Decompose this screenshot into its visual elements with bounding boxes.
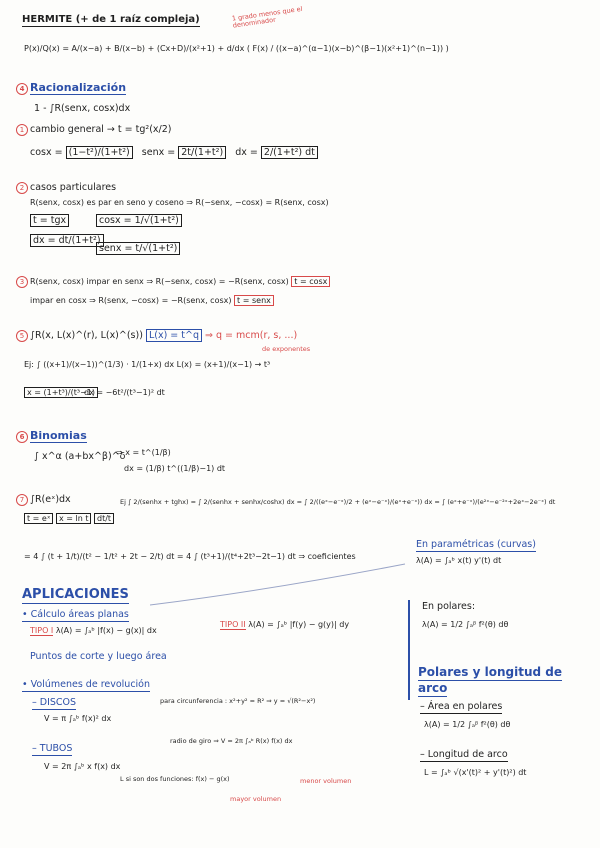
binomias-sub2: dx = (1/β) t^((1/β)−1) dt <box>124 464 226 473</box>
sen-label: senx = <box>141 147 176 158</box>
binomias-sub1: ⇒ x = t^(1/β) <box>116 448 171 457</box>
section-number-3: 3 <box>16 276 28 288</box>
longitud-arco-formula: L = ∫ₐᵇ √(x'(t)² + y'(t)²) dt <box>424 768 527 777</box>
binomias-heading <box>16 430 87 443</box>
volumenes-title-text: Volúmenes de revolución <box>30 679 151 690</box>
dx-label: dx = <box>235 147 258 158</box>
irracionales-dx: dx = −6t²/(t³−1)² dt <box>84 388 165 397</box>
dx-tgx-box: dx = dt/(1+t²) <box>30 234 104 247</box>
x-lnt-box: x = ln t <box>56 513 92 524</box>
racionalizacion-title: Racionalización <box>30 81 127 94</box>
longitud-arco-title: – Longitud de arco <box>420 749 508 760</box>
irracionales-line <box>16 330 297 342</box>
t-ex-box: t = eˣ <box>24 513 53 524</box>
exponentes-note: de exponentes <box>262 345 311 353</box>
cos-value-box: (1−t²)/(1+t²) <box>66 146 133 159</box>
puntos-corte: Puntos de corte y luego área <box>30 651 167 662</box>
casos-particulares-title: casos particulares <box>30 182 117 193</box>
cambio-general-title: cambio general → t = tg²(x/2) <box>30 124 172 135</box>
binomias-title: Binomias <box>30 429 87 442</box>
racionalizacion-heading <box>16 82 126 95</box>
discos-label: – DISCOS <box>32 697 77 708</box>
radio-giro-note: radio de giro ⇒ V = 2π ∫ₐᵇ R(x) f(x) dx <box>170 737 293 745</box>
hermite-note: 1 grado menos que el denominador <box>231 4 303 31</box>
dt-t-box: dt/t <box>94 513 114 524</box>
t-cosx-box: t = cosx <box>291 276 330 287</box>
en-polares-title: En polares: <box>422 601 476 612</box>
discos-label-text: DISCOS <box>39 697 77 708</box>
column-divider <box>408 600 410 700</box>
tubos-label-text: TUBOS <box>39 743 73 754</box>
impar-coseno-line <box>30 296 274 305</box>
hermite-formula: P(x)/Q(x) = A/(x−a) + B/(x−b) + (Cx+D)/(x²+1) + d/dx ( F(x) / ((x−a)^(α−1)(x−b)^(β−1)(x²+1)^(n−1)) ) <box>24 44 449 53</box>
par-sen-box <box>96 244 180 255</box>
exponencial-coeficientes: = 4 ∫ (t + 1/t)/(t² − 1/t² + 2t − 2/t) dt = 4 ∫ (t³+1)/(t⁴+2t³−2t−1) dt ⇒ coeficientes <box>24 552 356 561</box>
section-number-1: 1 <box>16 124 28 136</box>
parametricas-formula: λ(A) = ∫ₐᵇ x(t) y'(t) dt <box>416 556 502 565</box>
lx-tq-box: L(x) = t^q <box>146 329 202 342</box>
tipo2-formula: λ(A) = ∫ₐᵇ |f(y) − g(y)| dy <box>248 620 350 629</box>
cos-label: cosx = <box>30 147 63 158</box>
par-seno-coseno: R(senx, cosx) es par en seno y coseno ⇒ R(−senx, −cosx) = R(senx, cosx) <box>30 198 329 207</box>
exponencial-integral: ∫R(eˣ)dx <box>30 494 71 505</box>
parametricas-title: En paramétricas (curvas) <box>416 539 536 550</box>
en-polares-formula: λ(A) = 1/2 ∫ₐᵝ f²(θ) dθ <box>422 620 509 629</box>
par-dx-box <box>30 236 104 247</box>
tipo2-label: TIPO II <box>220 620 246 629</box>
tipo1-formula: λ(A) = ∫ₐᵇ |f(x) − g(x)| dx <box>55 626 157 635</box>
x-value-box: x = (1+t³)/(t³−1) <box>24 387 98 398</box>
section-number-6: 6 <box>16 431 28 443</box>
areas-title-text: Cálculo áreas planas <box>30 609 129 620</box>
t-tgx-box: t = tgx <box>30 214 69 227</box>
cos-tgx-box: cosx = 1/√(1+t²) <box>96 214 182 227</box>
area-polares-title-text: Área en polares <box>427 701 503 712</box>
aplicaciones-heading: APLICACIONES <box>22 587 129 602</box>
tubos-formula: V = 2π ∫ₐᵇ x f(x) dx <box>44 762 121 771</box>
exponencial-line <box>16 494 71 506</box>
polares-longitud-heading-2: arco <box>418 681 448 695</box>
area-polares-title: – Área en polares <box>420 701 503 712</box>
cambio-general-line <box>16 124 171 136</box>
sen-tgx-box: senx = t/√(1+t²) <box>96 242 180 255</box>
cambio-general-formulas <box>30 148 318 159</box>
impar-seno-line <box>16 276 330 288</box>
polares-longitud-heading: Polares y longitud de <box>418 665 563 679</box>
section-number-5: 5 <box>16 330 28 342</box>
impar-seno-text: R(senx, cosx) impar en senx ⇒ R(−senx, cosx) = −R(senx, cosx) <box>30 277 289 286</box>
mcm-formula: ⇒ q = mcm(r, s, ...) <box>205 330 298 341</box>
mayor-volumen-note: mayor volumen <box>230 795 282 803</box>
tipo1-label: TIPO I <box>30 626 54 635</box>
par-cos-box <box>96 216 182 227</box>
longitud-arco-title-text: Longitud de arco <box>427 749 508 760</box>
areas-title: • Cálculo áreas planas <box>22 609 129 620</box>
circunferencia-note: para circunferencia : x²+y² = R² ⇒ y = √(R²−x²) <box>160 697 316 705</box>
tipo1-line <box>30 626 157 635</box>
section-number-7: 7 <box>16 494 28 506</box>
casos-particulares-line <box>16 182 116 194</box>
dx-value-box: 2/(1+t²) dt <box>261 146 318 159</box>
section-number-4: 4 <box>16 83 28 95</box>
impar-coseno-text: impar en cosx ⇒ R(senx, −cosx) = −R(senx, cosx) <box>30 296 232 305</box>
divider-curve <box>150 560 410 610</box>
discos-formula: V = π ∫ₐᵇ f(x)² dx <box>44 714 112 723</box>
irracionales-ejemplo: Ej: ∫ ((x+1)/(x−1))^(1/3) · 1/(1+x) dx L(x) = (x+1)/(x−1) → t³ <box>24 360 271 369</box>
volumenes-title: • Volúmenes de revolución <box>22 679 151 690</box>
sen-value-box: 2t/(1+t²) <box>178 146 226 159</box>
binomias-integral: ∫ x^α (a+bx^β)^δ <box>34 451 126 462</box>
par-t-box <box>30 216 69 227</box>
section-number-2: 2 <box>16 182 28 194</box>
dos-funciones-note: L si son dos funciones: f(x) − g(x) <box>120 775 230 783</box>
menor-volumen-note: menor volumen <box>300 777 352 785</box>
tubos-label: – TUBOS <box>32 743 73 754</box>
tipo2-line <box>220 620 349 629</box>
exponencial-ejemplo: Ej ∫ 2/(senhx + tghx) = ∫ 2/(senhx + senhx/coshx) dx = ∫ 2/((eˣ−e⁻ˣ)/2 + (eˣ−e⁻ˣ)/(eˣ+e⁻ˣ)) dx = ∫ (eˣ+e⁻ˣ)/(e²ˣ−e⁻²ˣ+2eˣ−2e⁻ˣ) dt <box>120 498 556 506</box>
irracionales-integral: ∫R(x, L(x)^(r), L(x)^(s)) <box>30 330 143 341</box>
t-senx-box: t = senx <box>234 295 274 306</box>
hermite-title: HERMITE (+ de 1 raíz compleja) <box>22 14 200 25</box>
exponencial-boxes <box>24 514 114 523</box>
racionalizacion-integral: 1 - ∫R(senx, cosx)dx <box>34 103 131 114</box>
area-polares-formula: λ(A) = 1/2 ∫ₐᵝ f²(θ) dθ <box>424 720 511 729</box>
